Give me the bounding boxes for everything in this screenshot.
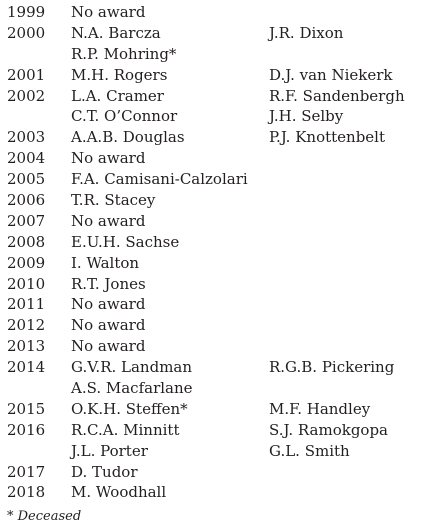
- award-row: [7, 106, 435, 127]
- recipient-name: No award: [71, 316, 146, 335]
- award-row: [7, 190, 435, 211]
- recipient-name-secondary: D.J. van Niekerk: [269, 65, 393, 84]
- recipient-name-secondary: R.G.B. Pickering: [269, 358, 395, 377]
- recipient-name: No award: [71, 337, 146, 356]
- recipient-name: D. Tudor: [71, 462, 138, 481]
- recipient-name-secondary: M.F. Handley: [269, 399, 371, 418]
- recipient-name: A.S. Macfarlane: [71, 379, 193, 398]
- recipient-name: No award: [71, 295, 146, 314]
- recipient-name: N.A. Barcza: [71, 23, 161, 42]
- award-row: [7, 294, 435, 315]
- award-year: 2018: [7, 483, 46, 502]
- award-year: 2000: [7, 23, 46, 42]
- award-row: [7, 2, 435, 23]
- recipient-name-secondary: P.J. Knottenbelt: [269, 128, 386, 147]
- recipient-name: No award: [71, 211, 146, 230]
- award-row: [7, 441, 435, 462]
- recipient-name: F.A. Camisani-Calzolari: [71, 170, 248, 189]
- award-row: [7, 336, 435, 357]
- award-row: [7, 253, 435, 274]
- recipient-name: No award: [71, 3, 146, 21]
- award-row: [7, 65, 435, 86]
- award-row: [7, 462, 435, 483]
- recipient-name: C.T. O’Connor: [71, 107, 178, 126]
- recipient-name-secondary: J.R. Dixon: [269, 23, 344, 42]
- award-year: 2017: [7, 462, 46, 481]
- recipient-name-secondary: J.H. Selby: [269, 107, 344, 126]
- award-year: 2003: [7, 128, 46, 147]
- recipient-name: E.U.H. Sachse: [71, 232, 180, 251]
- award-year: 2016: [7, 420, 46, 439]
- recipient-name: J.L. Porter: [71, 441, 148, 460]
- award-row: [7, 482, 435, 503]
- award-year: 2015: [7, 399, 46, 418]
- award-year: 1999: [7, 3, 46, 21]
- award-row: [7, 86, 435, 107]
- award-year: 2006: [7, 191, 46, 210]
- award-row: [7, 378, 435, 399]
- recipient-name: L.A. Cramer: [71, 86, 164, 105]
- award-year: 2008: [7, 232, 46, 251]
- award-row: [7, 274, 435, 295]
- award-row: [7, 399, 435, 420]
- recipient-name: T.R. Stacey: [71, 191, 156, 210]
- award-row: [7, 169, 435, 190]
- recipient-name: M. Woodhall: [71, 483, 167, 502]
- award-row: [7, 357, 435, 378]
- award-year: 2014: [7, 358, 46, 377]
- award-year: 2004: [7, 149, 46, 168]
- award-year: 2012: [7, 316, 46, 335]
- recipient-name: G.V.R. Landman: [71, 358, 193, 377]
- award-row: [7, 315, 435, 336]
- award-year: 2002: [7, 86, 46, 105]
- recipient-name: O.K.H. Steffen*: [71, 399, 188, 418]
- award-year: 2011: [7, 295, 46, 314]
- recipient-name: M.H. Rogers: [71, 65, 168, 84]
- award-year: 2007: [7, 211, 46, 230]
- recipient-name-secondary: R.F. Sandenbergh: [269, 86, 405, 105]
- award-row: [7, 44, 435, 65]
- award-year: 2009: [7, 253, 46, 272]
- recipient-name: No award: [71, 149, 146, 168]
- award-row: [7, 211, 435, 232]
- recipient-name: R.C.A. Minnitt: [71, 420, 180, 439]
- recipient-name-secondary: G.L. Smith: [269, 441, 350, 460]
- award-row: [7, 232, 435, 253]
- recipient-name: R.P. Mohring*: [71, 44, 177, 63]
- recipient-name: A.A.B. Douglas: [71, 128, 185, 147]
- award-year: 2010: [7, 274, 46, 293]
- footnote-deceased: * Deceased: [7, 509, 82, 524]
- recipient-name: R.T. Jones: [71, 274, 146, 293]
- award-row: [7, 420, 435, 441]
- recipient-name-secondary: S.J. Ramokgopa: [269, 420, 388, 439]
- award-year: 2001: [7, 65, 46, 84]
- awards-list: [7, 2, 435, 503]
- award-year: 2005: [7, 170, 46, 189]
- award-year: 2013: [7, 337, 46, 356]
- award-row: [7, 23, 435, 44]
- recipient-name: I. Walton: [71, 253, 140, 272]
- award-row: [7, 127, 435, 148]
- award-row: [7, 148, 435, 169]
